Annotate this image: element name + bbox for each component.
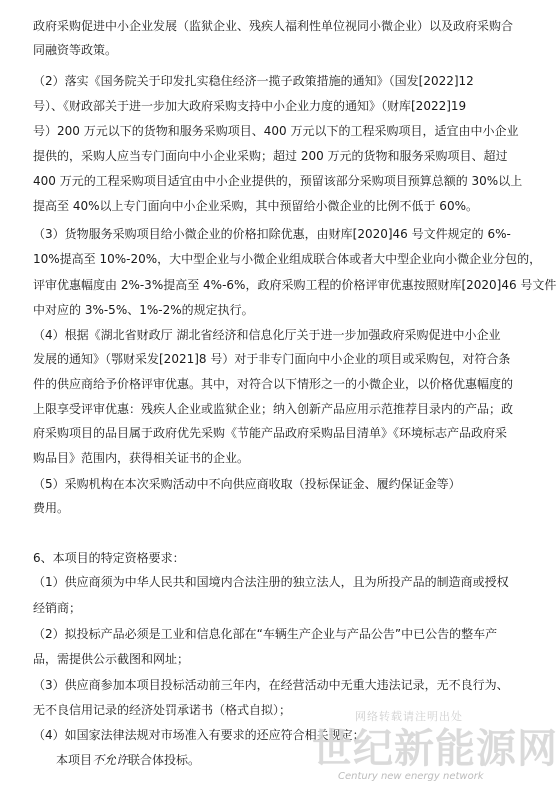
text-line: （2）落实《国务院关于印发扎实稳住经济一揽子政策措施的通知》（国发[2022]12	[33, 74, 474, 88]
watermark-top: 网络转载请注明出处	[355, 710, 463, 723]
text-line: 品，需提供公示截图和网址；	[33, 652, 190, 666]
text-line: 中对应的 3%-5%、1%-2%的规定执行。	[33, 303, 254, 317]
text-line: 上限享受评审优惠：残疾人企业或监狱企业；纳入创新产品应用示范推荐目录内的产品；政	[33, 402, 514, 416]
final-statement	[56, 753, 200, 767]
text-line: （2）拟投标产品必须是工业和信息化部在“车辆生产企业与产品公告”中已公告的整车产	[33, 627, 498, 641]
section-heading: 6、本项目的特定资格要求：	[33, 551, 185, 565]
text-line: 件的供应商给予价格评审优惠。其中，对符合以下情形之一的小微企业，以价格优惠幅度的	[33, 377, 514, 391]
text-line: （3）供应商参加本项目投标活动前三年内，在经营活动中无重大违法记录，无不良行为、	[33, 678, 509, 692]
text-line: 同融资等政策。	[33, 43, 118, 57]
text-line: 号）200 万元以下的货物和服务采购项目、400 万元以下的工程采购项目，适宜由中小企业	[33, 124, 519, 138]
text-line: 购品目》范围内，获得相关证书的企业。	[33, 451, 250, 465]
text-line: 经销商；	[33, 601, 82, 615]
text-line: 提供的，采购人应当专门面向中小企业采购；超过 200 万元的货物和服务采购项目、超过	[33, 149, 508, 163]
text-line: 政府采购促进中小企业发展（监狱企业、残疾人福利性单位视同小微企业）以及政府采购合	[33, 19, 514, 33]
text-line: 费用。	[33, 501, 70, 515]
text-line: （1）供应商须为中华人民共和国境内合法注册的独立法人，且为所投产品的制造商或授权	[33, 575, 509, 589]
text-line: 无不良信用记录的经济处罚承诺书（格式自拟）；	[33, 703, 292, 717]
text-line: 发展的通知》（鄂财采发[2021]8 号）对于非专门面向中小企业的项目或采购包，对符合条	[33, 352, 511, 366]
text-line: 400 万元的工程采购项目适宜由中小企业提供的，预留该部分采购项目预算总额的 30%以上	[33, 174, 523, 188]
final-suffix: 联合体投标。	[128, 753, 201, 767]
text-line: （4）根据《湖北省财政厅 湖北省经济和信息化厅关于进一步加强政府采购促进中小企业	[33, 328, 501, 342]
final-prefix: 本项目	[56, 753, 93, 767]
text-line: 号）、《财政部关于进一步加大政府采购支持中小企业力度的通知》（财库[2022]19	[33, 99, 467, 113]
watermark-subtitle: Century new energy network	[338, 771, 484, 782]
text-line: 评审优惠幅度由 2%-3%提高至 4%-6%，政府采购工程的价格评审优惠按照财库[2020]46 号文件	[33, 278, 557, 292]
text-line: 10%提高至 10%-20%，大中型企业与小微企业组成联合体或者大中型企业向小微企业分包的，	[33, 252, 542, 266]
watermark-logo: 世纪新能源网	[312, 725, 558, 772]
text-line: 府采购项目的品目属于政府优先采购《节能产品政府采购品目清单》《环境标志产品政府采	[33, 426, 508, 440]
final-emphasis: 不允许	[92, 753, 129, 767]
text-line: 提高至 40%以上专门面向中小企业采购，其中预留给小微企业的比例不低于 60%。	[33, 199, 478, 213]
text-line: （4）如国家法律法规对市场准入有要求的还应符合相关规定；	[33, 728, 365, 742]
text-line: （3）货物服务采购项目给小微企业的价格扣除优惠，由财库[2020]46 号文件规定的 6%-	[33, 227, 511, 241]
text-line: （5）采购机构在本次采购活动中不向供应商收取（投标保证金、履约保证金等）	[33, 477, 461, 491]
